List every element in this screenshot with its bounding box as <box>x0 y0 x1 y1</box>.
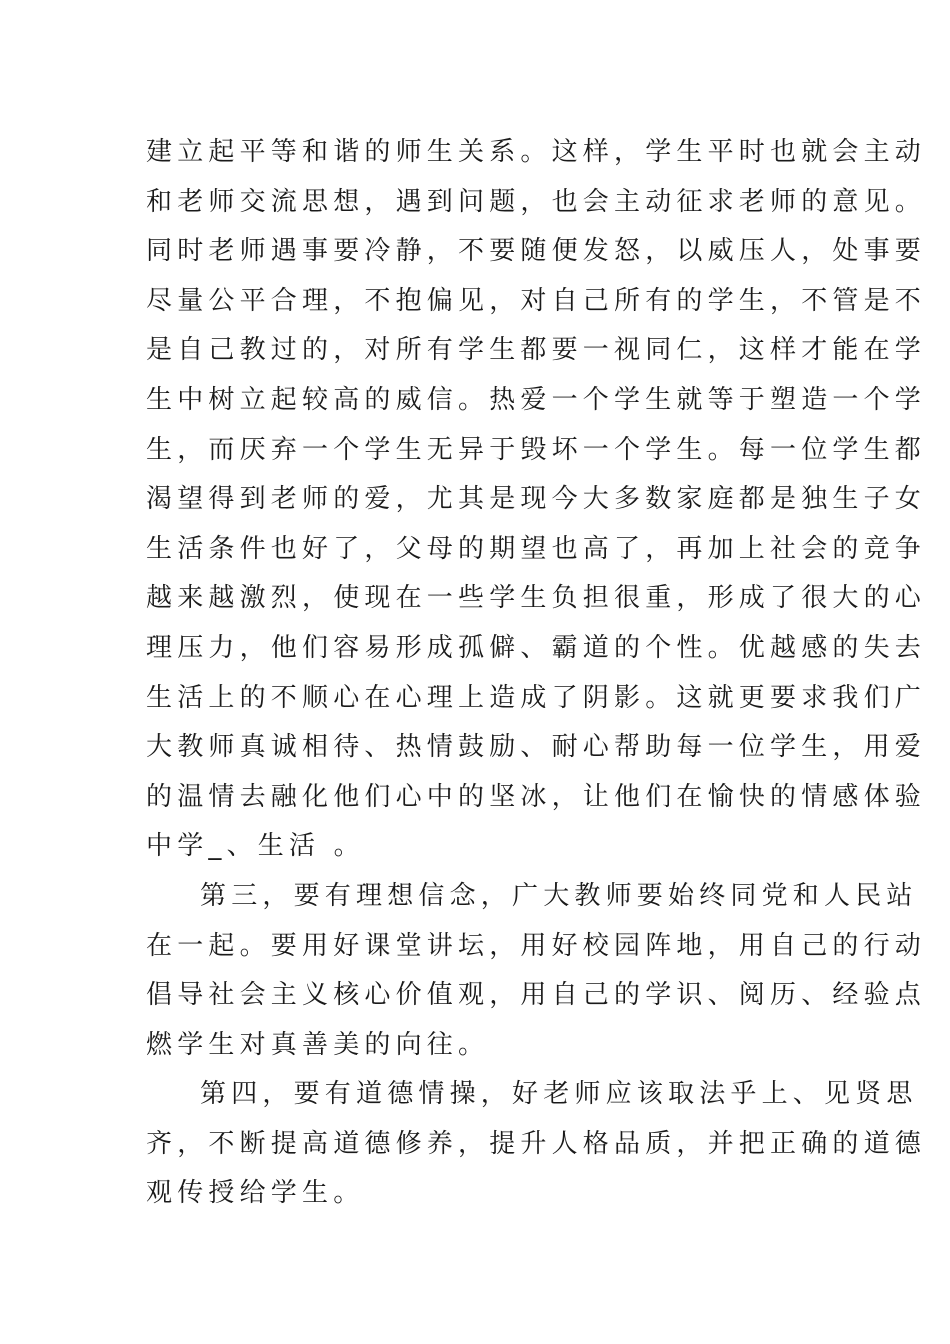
text-line: 建立起平等和谐的师生关系。这样，学生平时也就会主动 <box>146 137 927 167</box>
paragraph <box>146 872 927 1070</box>
text-line: 在一起。要用好课堂讲坛，用好校园阵地，用自己的行动 <box>146 930 927 961</box>
paragraph <box>146 1070 927 1219</box>
text-line: 第四，要有道德情操，好老师应该取法乎上、见贤思 <box>200 1079 918 1110</box>
text-line: 观传授给学生。 <box>146 1178 365 1209</box>
text-line: 第三，要有理想信念，广大教师要始终同党和人民站 <box>200 880 918 911</box>
text-line: 同时老师遇事要冷静，不要随便发怒，以威压人，处事要 <box>146 236 927 267</box>
text-line: 燃学生对真善美的向往。 <box>146 1029 490 1060</box>
text-line: 尽量公平合理，不抱偏见，对自己所有的学生，不管是不 <box>146 285 927 316</box>
text-line: 大教师真诚相待、热情鼓励、耐心帮助每一位学生，用爱 <box>146 732 927 763</box>
text-line: 倡导社会主义核心价值观，用自己的学识、阅历、经验点 <box>146 980 927 1011</box>
text-line: 齐，不断提高道德修养，提升人格品质，并把正确的道德 <box>146 1128 927 1159</box>
text-line: 渴望得到老师的爱，尤其是现今大多数家庭都是独生子女 <box>146 484 927 515</box>
text-line: 是自己教过的，对所有学生都要一视同仁，这样才能在学 <box>146 335 927 366</box>
text-line: 生活上的不顺心在心理上造成了阴影。这就更要求我们广 <box>146 682 927 713</box>
text-line: 和老师交流思想，遇到问题，也会主动征求老师的意见。 <box>146 186 927 217</box>
text-line: 中学_、生活 。 <box>146 831 365 862</box>
text-line: 生中树立起较高的威信。热爱一个学生就等于塑造一个学 <box>146 384 927 415</box>
text-line: 生，而厌弃一个学生无异于毁坏一个学生。每一位学生都 <box>146 434 927 465</box>
text-line: 生活条件也好了，父母的期望也高了，再加上社会的竞争 <box>146 533 927 564</box>
document-body <box>146 128 927 1219</box>
text-line: 越来越激烈，使现在一些学生负担很重，形成了很大的心 <box>146 583 927 614</box>
paragraph <box>146 128 927 872</box>
text-line: 的温情去融化他们心中的坚冰，让他们在愉快的情感体验 <box>146 781 927 812</box>
text-line: 理压力，他们容易形成孤僻、霸道的个性。优越感的失去 <box>146 632 927 663</box>
